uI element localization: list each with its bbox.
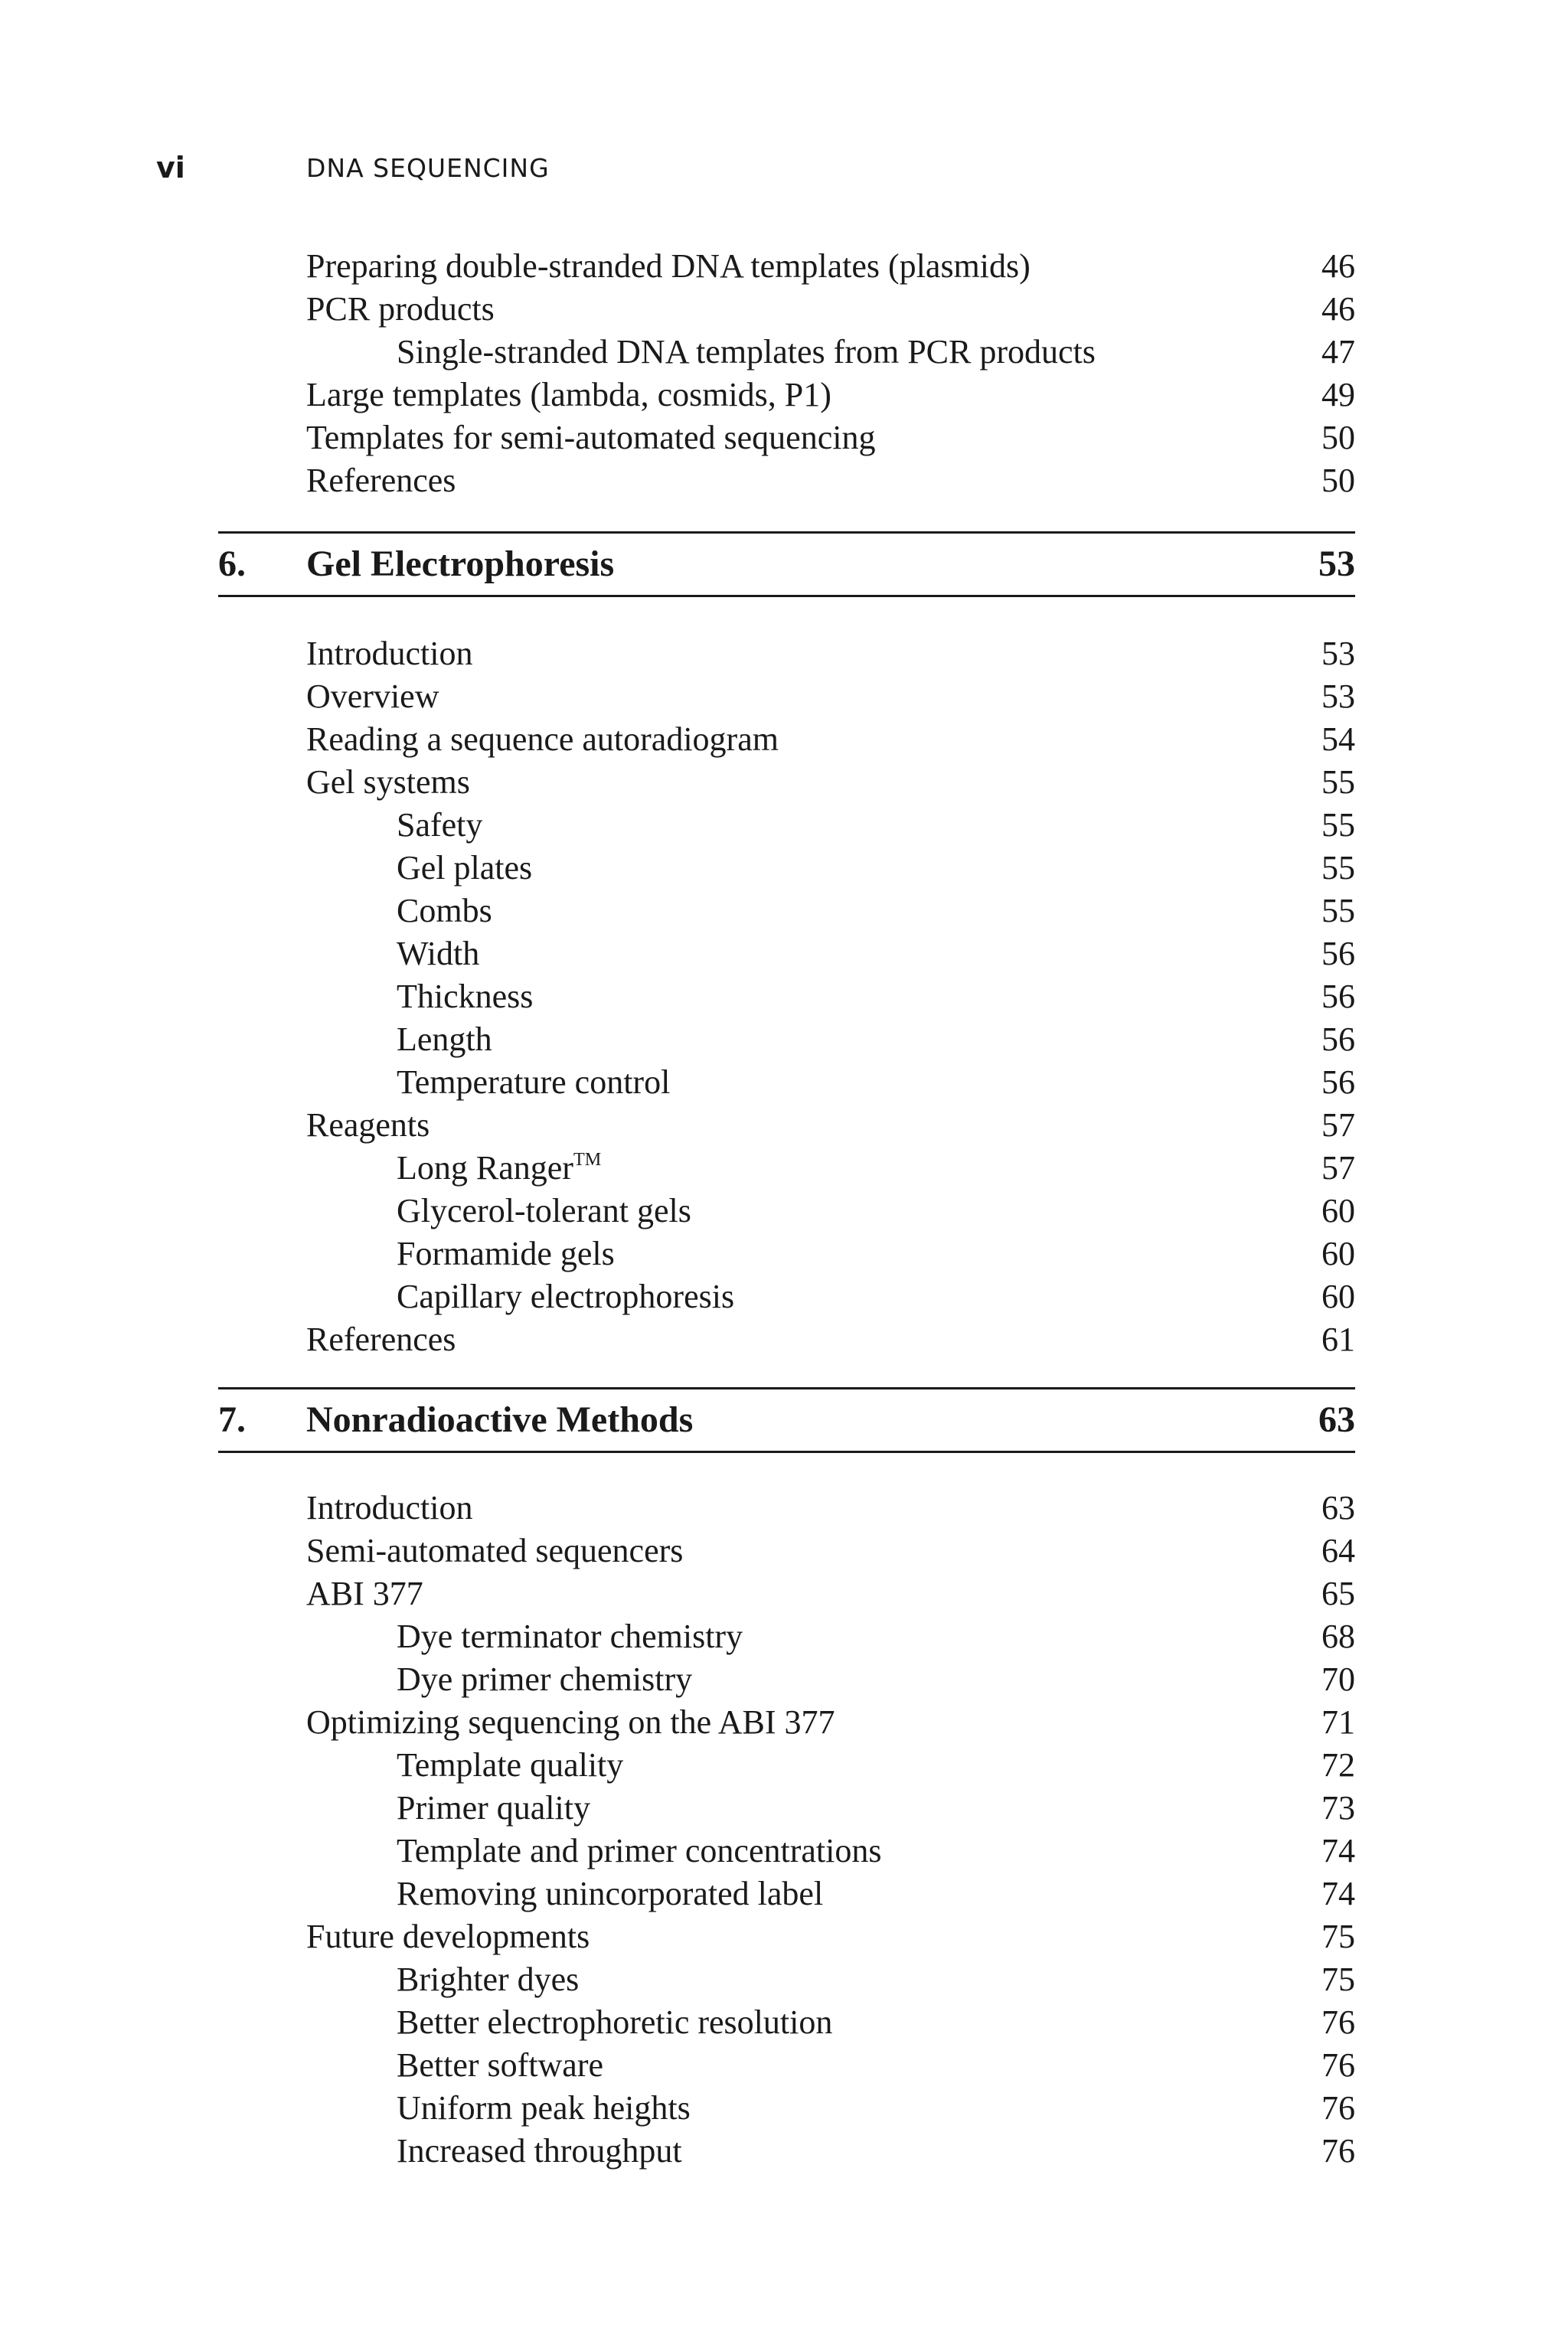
toc-entry-text: Uniform peak heights: [397, 2089, 691, 2127]
toc-entry-text: Preparing double-stranded DNA templates (plasmids): [306, 247, 1031, 285]
toc-entry-page: 76: [1321, 2046, 1355, 2084]
chapter-heading-7: [218, 1387, 1355, 1453]
toc-entry-text: Dye terminator chemistry: [397, 1618, 743, 1655]
toc-entry: [0, 1190, 1568, 1233]
toc-entry-text: Length: [397, 1020, 492, 1058]
toc-entry: [0, 416, 1568, 459]
toc-entry-text: Reagents: [306, 1106, 430, 1144]
toc-entry-page: 57: [1321, 1106, 1355, 1144]
toc-entry: [0, 975, 1568, 1018]
toc-entry-page: 54: [1321, 720, 1355, 758]
toc-entry-page: 50: [1321, 462, 1355, 499]
toc-section-chapter-7: [0, 1487, 1568, 2173]
toc-entry-text: Future developments: [306, 1918, 590, 1955]
toc-entry-text: Semi-automated sequencers: [306, 1532, 684, 1569]
toc-entry: [0, 847, 1568, 890]
toc-entry: [0, 1318, 1568, 1361]
toc-entry-page: 56: [1321, 935, 1355, 972]
toc-entry-text: Gel systems: [306, 763, 470, 801]
toc-entry-page: 72: [1321, 1746, 1355, 1784]
chapter-number: 7.: [218, 1399, 246, 1440]
chapter-page: 53: [1318, 544, 1355, 584]
toc-entry: [0, 1572, 1568, 1615]
toc-entry-text: Gel plates: [397, 849, 533, 887]
trademark-mark: TM: [573, 1148, 602, 1170]
toc-entry-page: 55: [1321, 892, 1355, 929]
toc-entry: [0, 1701, 1568, 1744]
toc-entry-page: 53: [1321, 678, 1355, 715]
toc-entry: [0, 2044, 1568, 2087]
toc-entry: [0, 245, 1568, 288]
chapter-heading-6: [218, 531, 1355, 597]
page-folio: vi: [156, 151, 185, 184]
toc-entry-text: Template quality: [397, 1746, 624, 1784]
toc-entry-text: Formamide gels: [397, 1235, 615, 1272]
toc-entry: [0, 374, 1568, 416]
toc-entry-text: Safety: [397, 806, 483, 844]
toc-entry-page: 56: [1321, 1063, 1355, 1101]
toc-entry-page: 56: [1321, 1020, 1355, 1058]
toc-entry: [0, 1958, 1568, 2001]
toc-entry-page: 68: [1321, 1618, 1355, 1655]
toc-entry-text: Reading a sequence autoradiogram: [306, 720, 779, 758]
toc-entry: [0, 932, 1568, 975]
toc-entry: [0, 288, 1568, 331]
toc-entry-page: 55: [1321, 763, 1355, 801]
toc-entry: [0, 459, 1568, 502]
chapter-title: Gel Electrophoresis: [306, 544, 615, 584]
running-title: DNA SEQUENCING: [306, 152, 550, 183]
toc-entry-text: Thickness: [397, 978, 534, 1015]
toc-entry: [0, 1018, 1568, 1061]
toc-entry-text: Large templates (lambda, cosmids, P1): [306, 376, 831, 413]
toc-entry-page: 55: [1321, 849, 1355, 887]
toc-entry: [0, 890, 1568, 932]
toc-entry-page: 61: [1321, 1321, 1355, 1358]
toc-entry-text: References: [306, 462, 456, 499]
toc-entry-page: 76: [1321, 2003, 1355, 2041]
toc-entry-page: 76: [1321, 2132, 1355, 2170]
toc-entry: [0, 1104, 1568, 1147]
chapter-title: Nonradioactive Methods: [306, 1399, 694, 1440]
toc-entry: [0, 1530, 1568, 1572]
toc-entry-page: 49: [1321, 376, 1355, 413]
toc-entry-text: Introduction: [306, 635, 473, 672]
toc-entry-page: 75: [1321, 1918, 1355, 1955]
toc-entry: [0, 1487, 1568, 1530]
toc-entry: [0, 718, 1568, 761]
toc-entry-text: Width: [397, 935, 480, 972]
toc-entry-text: ABI 377: [306, 1575, 423, 1612]
toc-entry-page: 47: [1321, 333, 1355, 371]
toc-entry-text: Introduction: [306, 1489, 473, 1527]
toc-entry: [0, 2087, 1568, 2130]
toc-entry-page: 46: [1321, 247, 1355, 285]
toc-entry-page: 64: [1321, 1532, 1355, 1569]
toc-entry-page: 56: [1321, 978, 1355, 1015]
toc-entry-text: Template and primer concentrations: [397, 1832, 882, 1869]
toc-entry: [0, 1830, 1568, 1873]
toc-entry: [0, 1873, 1568, 1915]
toc-entry: [0, 1915, 1568, 1958]
toc-entry-text: Combs: [397, 892, 492, 929]
toc-entry-text: Optimizing sequencing on the ABI 377: [306, 1703, 835, 1741]
toc-entry-page: 53: [1321, 635, 1355, 672]
toc-entry-text: Better software: [397, 2046, 603, 2084]
toc-entry-page: 60: [1321, 1235, 1355, 1272]
toc-entry-text-with-trademark: [397, 1147, 601, 1190]
toc-entry-text: Overview: [306, 678, 439, 715]
toc-entry-text: References: [306, 1321, 456, 1358]
toc-entry-text: Removing unincorporated label: [397, 1875, 824, 1912]
toc-entry: [0, 2001, 1568, 2044]
toc-entry: [0, 632, 1568, 675]
toc-entry-page: 74: [1321, 1832, 1355, 1869]
toc-entry-text: Single-stranded DNA templates from PCR products: [397, 333, 1096, 371]
toc-entry: [0, 1787, 1568, 1830]
chapter-page: 63: [1318, 1399, 1355, 1440]
toc-entry-page: 60: [1321, 1192, 1355, 1229]
toc-entry: [0, 1061, 1568, 1104]
toc-entry-text: Increased throughput: [397, 2132, 682, 2170]
toc-entry: [0, 761, 1568, 804]
toc-entry: [0, 804, 1568, 847]
chapter-number: 6.: [218, 544, 246, 584]
toc-entry: [0, 331, 1568, 374]
toc-entry-page: 50: [1321, 419, 1355, 456]
toc-entry: [0, 1275, 1568, 1318]
toc-entry-text: Dye primer chemistry: [397, 1660, 693, 1698]
toc-entry-text: Glycerol-tolerant gels: [397, 1192, 691, 1229]
toc-entry-page: 55: [1321, 806, 1355, 844]
toc-entry: [0, 1744, 1568, 1787]
toc-entry-text: PCR products: [306, 290, 495, 328]
toc-entry-text: Capillary electrophoresis: [397, 1278, 735, 1315]
toc-entry-page: 71: [1321, 1703, 1355, 1741]
toc-entry-page: 57: [1321, 1149, 1355, 1187]
running-head: [156, 149, 550, 186]
toc-section-continued: [0, 245, 1568, 502]
toc-section-chapter-6: [0, 632, 1568, 1361]
toc-entry: [0, 2130, 1568, 2173]
toc-entry-text: Temperature control: [397, 1063, 671, 1101]
toc-entry-page: 74: [1321, 1875, 1355, 1912]
toc-entry-text: Long Ranger: [397, 1149, 573, 1187]
toc-entry: [0, 1658, 1568, 1701]
toc-entry-page: 73: [1321, 1789, 1355, 1827]
toc-entry: [0, 675, 1568, 718]
toc-entry-text: Brighter dyes: [397, 1961, 580, 1998]
toc-entry-text: Templates for semi-automated sequencing: [306, 419, 876, 456]
toc-entry-page: 46: [1321, 290, 1355, 328]
toc-entry-text: Primer quality: [397, 1789, 590, 1827]
toc-entry-page: 60: [1321, 1278, 1355, 1315]
toc-entry-page: 76: [1321, 2089, 1355, 2127]
toc-entry-page: 75: [1321, 1961, 1355, 1998]
toc-entry: [0, 1615, 1568, 1658]
toc-entry-page: 70: [1321, 1660, 1355, 1698]
toc-entry-page: 63: [1321, 1489, 1355, 1527]
toc-entry: [0, 1233, 1568, 1275]
toc-entry-page: 65: [1321, 1575, 1355, 1612]
toc-entry-text: Better electrophoretic resolution: [397, 2003, 833, 2041]
toc-entry: [0, 1147, 1568, 1190]
